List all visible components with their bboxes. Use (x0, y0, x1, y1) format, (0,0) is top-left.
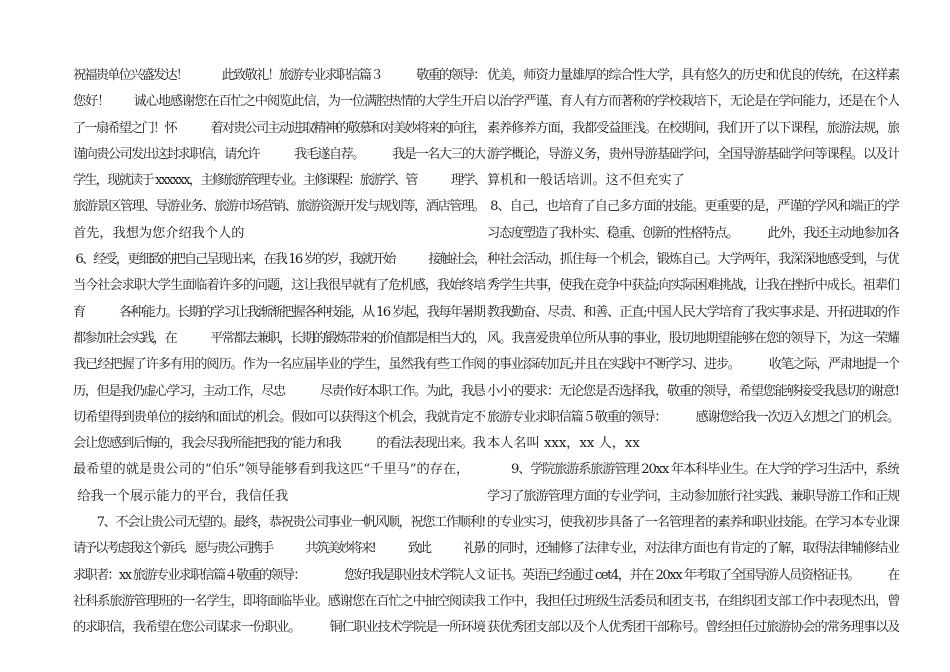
text-line: 获优秀团支部以及个人优秀团干部称号。曾经担任过旅游协会的常务理事以及 (487, 620, 899, 636)
text-line: 8、自己，也培育了自己多方面的技能。更重要的是，严谨的学风和端正的学 (487, 199, 899, 215)
text-line: 游学概论，导游义务，贵州导游基础学问，全国导游基础学问等课程。以及计 (487, 146, 899, 162)
text-line: 求职者：xx 旅游专业求职信篇４敬重的领导： 您好!我是职业技术学院人文 (73, 567, 485, 583)
text-line: 的专业实习，使我初步具备了一名管理者的素养和职业技能。在学习本专业课 (487, 515, 899, 531)
text-line: 给我一个展示能力的平台，我信任我 (73, 488, 289, 504)
text-line: 社科系旅游管理班的一名学生，即将面临毕业。感谢您在百忙之中抽空阅读我 (73, 593, 485, 609)
text-line: 我已经把握了许多有用的阅历。作为一名应届毕业的学生，虽然我有些工作阅 (73, 357, 485, 373)
text-line: 育 各种能力。长期的学习让我渐渐把握各种技能，从 16 岁起，我每年暑期 (73, 304, 485, 320)
text-line: 风。我喜爱贵单位所从事的事业，股切地期望能够在您的领导下，为这一荣耀 (487, 330, 899, 346)
text-line: 首先，我想为您介绍我个人的 (73, 225, 245, 241)
text-line: 以治学严谨、育人有方而著称的学校栽培下，无论是在学问能力，还是在个人 (487, 94, 899, 110)
text-line: 9、学院旅游系旅游管理 20xx 年本科毕业生。在大学的学习生活中，系统 (487, 462, 899, 478)
text-line: 学生，现就读于 xxxxxx，主修旅游管理专业。主修课程：旅游学、管 理学、 (73, 173, 485, 189)
text-line: 学习了旅游管理方面的专业学问，主动参加旅行社实践、兼职导游工作和正规 (487, 488, 899, 504)
text-line: 素养修养方面，我都受益匪浅。在校期间，我们开了以下课程，旅游法规，旅 (487, 120, 899, 136)
text-line: 最希望的就是贵公司的“伯乐”领导能够看到我这匹“千里马”的存在， (73, 462, 470, 478)
text-line: 您好！ 诚心地感谢您在百忙之中阅览此信，为一位满腔热情的大学生开启 (73, 94, 485, 110)
text-line: 会让您感到后悔的，我会尽我所能把我的’能力和我 的看法表现出来。我 (73, 436, 485, 452)
text-line: 教我勤奋、尽责、和善、正直;中国人民大学培育了我实事求是、开拓进取的作 (487, 304, 899, 320)
text-line: 切希望得到贵单位的接纳和面试的机会。假如可以获得这个机会，我就肯定不 (73, 409, 485, 425)
text-line: 优美，师资力量雄厚的综合性大学，具有悠久的历史和优良的传统，在这样素 (487, 68, 899, 83)
text-line: 种社会活动，抓住每一个机会，锻炼自己。大学两年，我深深地感受到，与优 (487, 252, 899, 268)
left-text-column (73, 63, 485, 642)
text-line: 祝福贵单位兴盛发达！ 此致敬礼！旅游专业求职信篇３ 敬重的领导： (73, 68, 485, 83)
text-line: 都参加社会实践，在 平常都去兼职，长期的锻炼带来的价值都是相当大的， (73, 330, 485, 346)
text-line: 小小的要求：无论您是否选择我，敬重的领导，希望您能够接受我恳切的谢意! (487, 383, 899, 399)
text-line: 本人名叫 xxx，xx 人，xx (487, 436, 640, 452)
text-line: 历，但是我仍虚心学习，主动工作，尽忠 尽责作好本职工作。为此，我恳 (73, 383, 485, 399)
text-line: 了一扇希望之门！怀 着对贵公司主动进取精神的敬慕和对美妙将来的向往， (73, 120, 485, 136)
text-line: 秀学生共事，使我在竞争中获益;向实际困难挑战，让我在挫折中成长。祖辈们 (487, 278, 899, 294)
text-line: 6、经受，更细致的把自己呈现出来，在我 16 岁的岁，我就开始 接触社会， (73, 252, 485, 268)
text-line: 旅游专业求职信篇５敬重的领导： 感谢您给我一次迈入幻想之门的机会。 (487, 409, 899, 425)
text-line: 旅游景区管理、导游业务、旅游市场营销、旅游资源开发与规划等，酒店管理。 (73, 199, 485, 215)
text-line: 工作中，我担任过班级生活委员和团支书，在组织团支部工作中表现杰出，曾 (487, 593, 899, 609)
text-line: 的事业添砖加瓦;并且在实践中不断学习、进步。 收笔之际，严肃地提一个 (487, 357, 899, 373)
text-line: 的求职信，我希望在您公司谋求一份职业。 铜仁职业技术学院是一所环境 (73, 620, 485, 636)
text-line: 习态度塑造了我朴实、稳重、创新的性格特点。 此外，我还主动地参加各 (487, 225, 899, 241)
text-line: 请予以考虑我这个新兵．愿与贵公司携手 共筑美妙将来! 致此 礼敬 (73, 541, 485, 557)
text-line: 当今社会求职大学生面临着许多的问题，这让我很早就有了危机感，我始终培 (73, 278, 485, 294)
right-text-column (487, 63, 899, 642)
text-line: 算机和一般话培训。这不但充实了 (487, 173, 685, 189)
text-line: 谨向贵公司发出这封求职信，请允许 我毛遂自荐。 我是一名大三的大 (73, 146, 485, 162)
text-line: 的同时，还辅修了法律专业，对法律方面也有肯定的了解，取得法律辅修结业 (487, 541, 899, 557)
text-line: 证书。英语已经通过 cet4，并在 20xx 年考取了全国导游人员资格证书。 在 (487, 567, 899, 583)
text-line: 7、不会让贵公司无望的。最终，恭祝贵公司事业一帆风顺，祝您工作顺利! (73, 515, 485, 531)
